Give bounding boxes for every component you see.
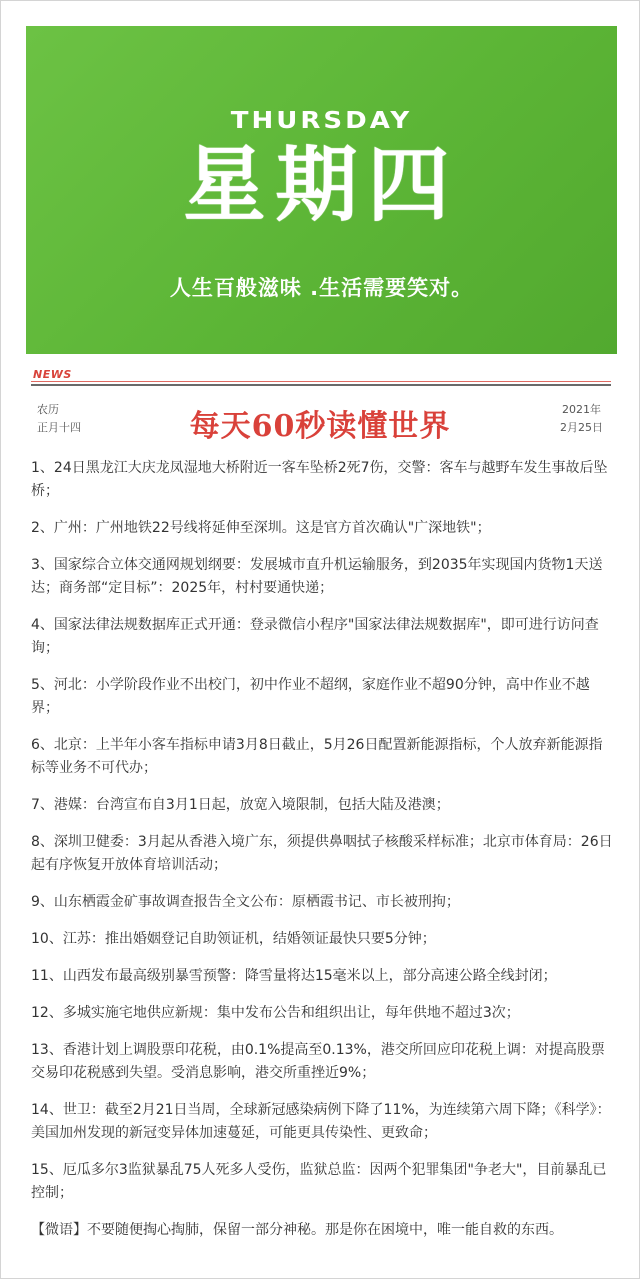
page-title: 每天60秒读懂世界: [189, 409, 451, 444]
news-item: 6、北京：上半年小客车指标申请3月8日截止，5月26日配置新能源指标，个人放弃新能源指标等业务不可代办；: [31, 737, 603, 776]
gregorian-date: [560, 401, 603, 437]
header-banner: [26, 26, 617, 354]
news-item: 9、山东栖霞金矿事故调查报告全文公布：原栖霞书记、市长被刑拘；: [31, 894, 460, 910]
daily-motto: 【微语】不要随便掏心掏肺，保留一部分神秘。那是你在困境中，唯一能自救的东西。: [31, 1222, 563, 1238]
news-list: [31, 457, 615, 1256]
news-item: 8、深圳卫健委：3月起从香港入境广东，须提供鼻咽拭子核酸采样标准；北京市体育局：26日起有序恢复开放体育培训活动；: [31, 834, 613, 873]
news-item: 11、山西发布最高级别暴雪预警：降雪量将达15毫米以上，部分高速公路全线封闭；: [31, 968, 557, 984]
news-item: 4、国家法律法规数据库正式开通：登录微信小程序"国家法律法规数据库"，即可进行访问查询；: [31, 617, 599, 656]
news-item: 7、港媒：台湾宣布自3月1日起，放宽入境限制，包括大陆及港澳；: [31, 797, 450, 813]
news-item: 5、河北：小学阶段作业不出校门，初中作业不超纲，家庭作业不超90分钟，高中作业不越界；: [31, 677, 590, 716]
news-item: 14、世卫：截至2月21日当周，全球新冠感染病例下降了11%，为连续第六周下降；《科学》：美国加州发现的新冠变异体加速蔓延，可能更具传染性、更致命；: [31, 1102, 611, 1141]
news-item: 12、多城实施宅地供应新规：集中发布公告和组织出让，每年供地不超过3次；: [31, 1005, 520, 1021]
date-year: 2021年: [562, 403, 601, 416]
news-item: 3、国家综合立体交通网规划纲要：发展城市直升机运输服务，到2035年实现国内货物1天送达；商务部“定目标”：2025年，村村要通快递；: [31, 557, 603, 596]
news-item: 10、江苏：推出婚姻登记自助领证机，结婚领证最快只要5分钟；: [31, 931, 436, 947]
divider-red: [31, 381, 611, 382]
news-item: 13、香港计划上调股票印花税，由0.1%提高至0.13%，港交所回应印花税上调：对提高股票交易印花税感到失望。受消息影响，港交所重挫近9%；: [31, 1042, 605, 1081]
banner-slogan: 人生百般滋味 .生活需要笑对。: [169, 276, 474, 300]
news-item: 1、24日黑龙江大庆龙凤湿地大桥附近一客车坠桥2死7伤，交警：客车与越野车发生事故后坠桥；: [31, 460, 608, 499]
weekday-chinese: 星期四: [183, 138, 460, 233]
news-item: 2、广州：广州地铁22号线将延伸至深圳。这是官方首次确认"广深地铁"；: [31, 520, 491, 536]
date-day: 2月25日: [560, 421, 603, 434]
news-label: NEWS: [33, 368, 72, 381]
lunar-day: 正月十四: [37, 421, 81, 434]
news-item: 15、厄瓜多尔3监狱暴乱75人死多人受伤，监狱总监：因两个犯罪集团"争老大"，目前暴乱已控制；: [31, 1162, 607, 1201]
divider-dark: [31, 384, 611, 386]
lunar-label: 农历: [37, 403, 59, 416]
weekday-english: THURSDAY: [230, 107, 413, 135]
